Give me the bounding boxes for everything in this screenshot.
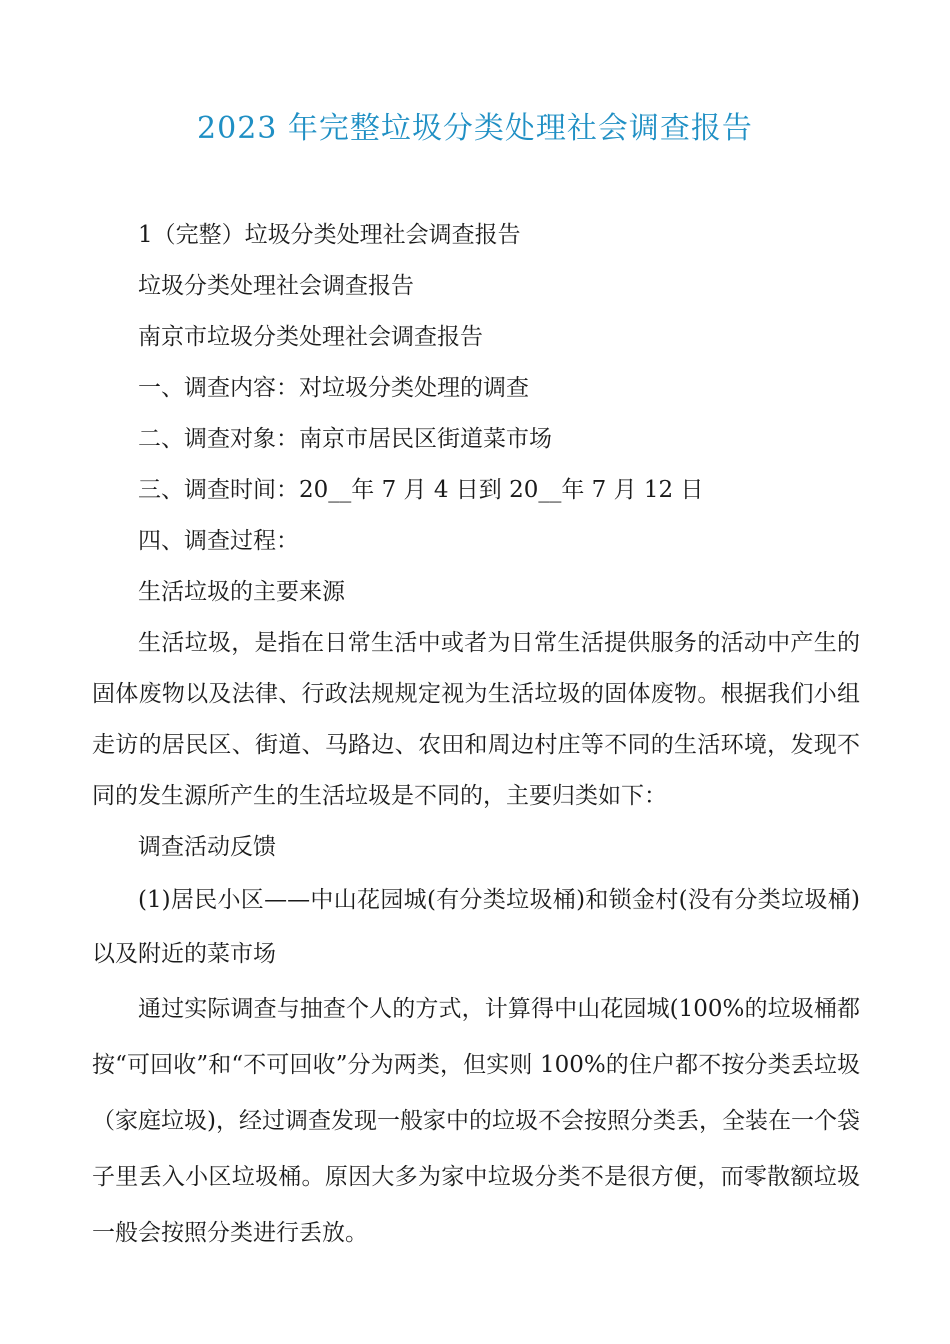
section-heading: 生活垃圾的主要来源 xyxy=(138,579,345,605)
document-body xyxy=(92,210,860,1261)
body-paragraph: (1)居民小区——中山花园城(有分类垃圾桶)和锁金村(没有分类垃圾桶)以及附近的菜市场 xyxy=(92,887,860,967)
heading-line: 垃圾分类处理社会调查报告 xyxy=(138,273,414,299)
section-heading: 调查活动反馈 xyxy=(138,834,276,860)
body-paragraph: 生活垃圾，是指在日常生活中或者为日常生活提供服务的活动中产生的固体废物以及法律、行政法规规定视为生活垃圾的固体废物。根据我们小组走访的居民区、街道、马路边、农田和周边村庄等不同的生活环境，发现不同的发生源所产生的生活垃圾是不同的，主要归类如下： xyxy=(92,630,860,809)
survey-content: 一、调查内容：对垃圾分类处理的调查 xyxy=(138,375,529,401)
body-paragraph: 通过实际调查与抽查个人的方式，计算得中山花园城(100%的垃圾桶都按“可回收”和“不可回收”分为两类，但实则 100%的住户都不按分类丢垃圾（家庭垃圾)，经过调查发现一般家中的垃圾不会按照分类丢，全装在一个袋子里丢入小区垃圾桶。原因大多为家中垃圾分类不是很方便，而零散额垃圾一般会按照分类进行丢放。 xyxy=(92,996,860,1246)
survey-time: 三、调查时间：20__年 7 月 4 日到 20__年 7 月 12 日 xyxy=(138,477,704,503)
heading-line: 1（完整）垃圾分类处理社会调查报告 xyxy=(138,222,521,248)
survey-process: 四、调查过程： xyxy=(138,528,299,554)
heading-line: 南京市垃圾分类处理社会调查报告 xyxy=(138,324,483,350)
survey-subject: 二、调查对象：南京市居民区街道菜市场 xyxy=(138,426,552,452)
document-title: 2023 年完整垃圾分类处理社会调查报告 xyxy=(197,111,753,146)
